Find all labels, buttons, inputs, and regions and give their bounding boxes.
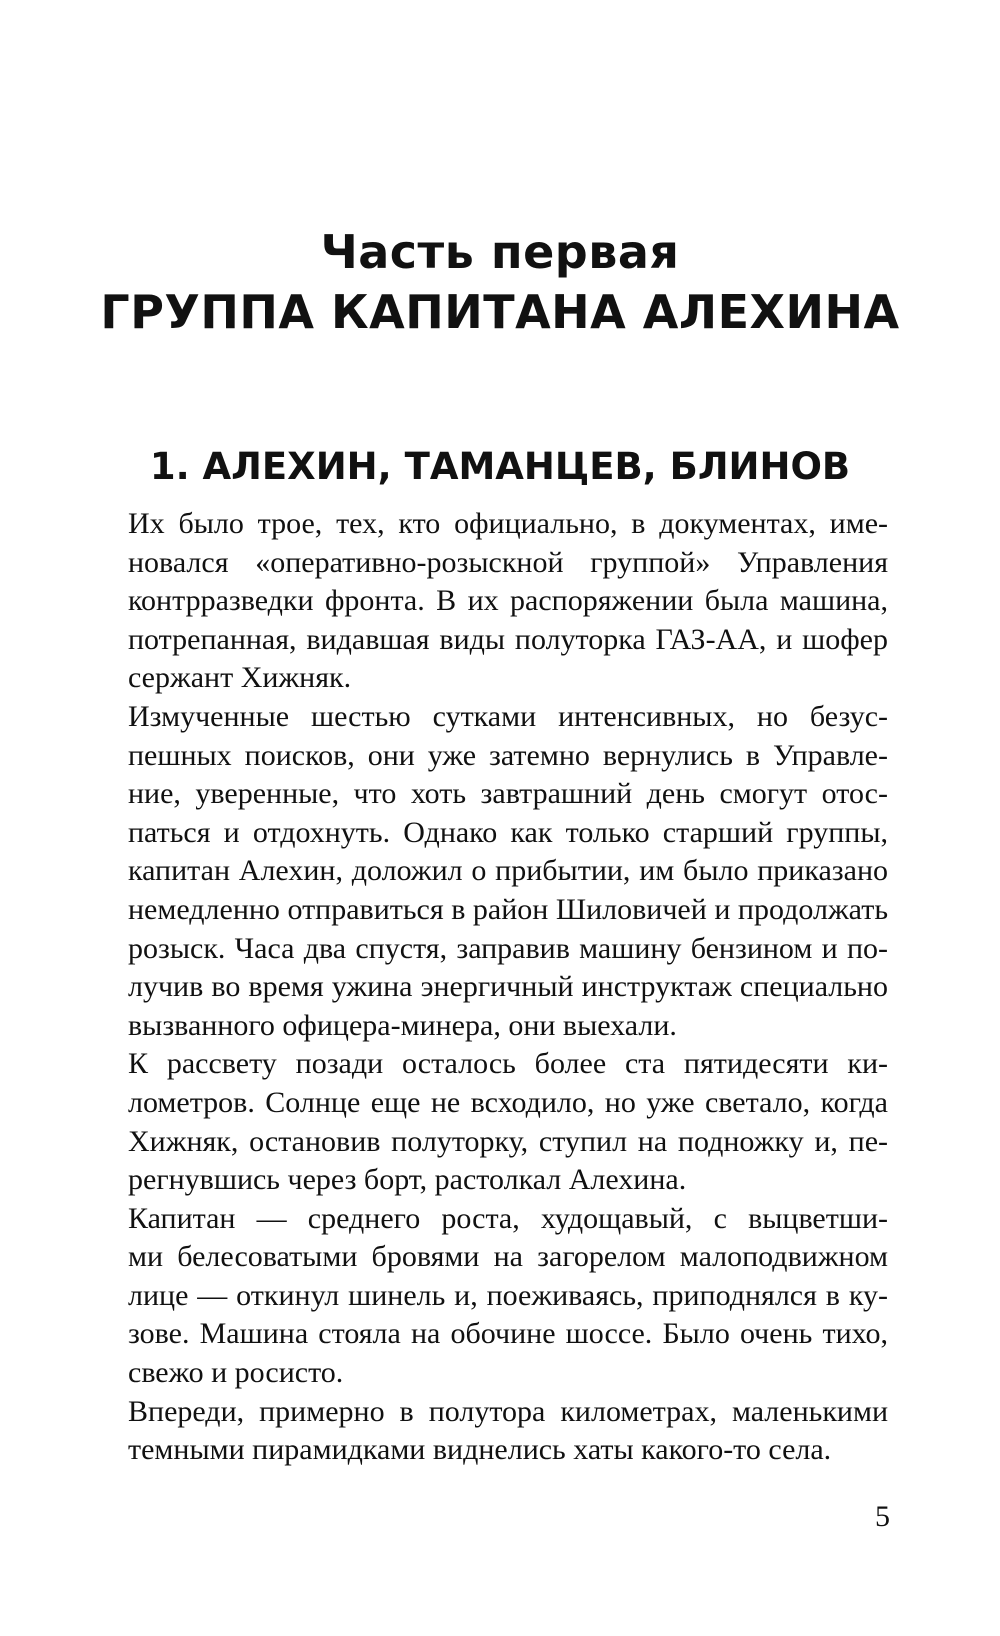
paragraph — [88, 1393, 888, 1470]
page-number: 5 — [875, 1500, 890, 1533]
paragraph — [88, 698, 888, 1045]
text-line: паться и отдохнуть. Однако как только старший группы, — [128, 815, 888, 849]
text-line: сержант Хижняк. — [128, 661, 352, 695]
text-line: Их было трое, тех, кто официально, в документах, име- — [128, 507, 888, 540]
text-line: Хижняк, остановив полуторку, ступил на подножку и, пе- — [128, 1124, 888, 1158]
text-line: Впереди, примерно в полутора километрах, маленькими — [128, 1394, 888, 1428]
text-line: Капитан — среднего роста, худощавый, с выцветши- — [128, 1201, 888, 1235]
text-line: зове. Машина стояла на обочине шоссе. Было очень тихо, — [128, 1317, 888, 1351]
text-line: лице — откинул шинель и, поеживаясь, приподнялся в ку- — [128, 1278, 888, 1312]
paragraph — [88, 1045, 888, 1199]
text-line: контрразведки фронта. В их распоряжении была машина, — [128, 584, 888, 618]
paragraph — [88, 1200, 888, 1393]
text-line: ние, уверенные, что хоть завтрашний день смогут отос- — [128, 777, 888, 811]
text-line: потрепанная, видавшая виды полуторка ГАЗ-АА, и шофер — [128, 622, 888, 656]
chapter-title: 1. АЛЕХИН, ТАМАНЦЕВ, БЛИНОВ — [149, 445, 851, 488]
text-line: вызванного офицера-минера, они выехали. — [128, 1008, 677, 1042]
text-line: регнувшись через борт, растолкал Алехина. — [128, 1163, 687, 1197]
body-text — [88, 505, 888, 1470]
text-line: Измученные шестью сутками интенсивных, но безус- — [128, 699, 888, 733]
text-line: лучив во время ужина энергичный инструктаж специально — [128, 970, 888, 1004]
text-line: новался «оперативно-розыскной группой» Управления — [128, 545, 888, 579]
part-label: Часть первая — [320, 225, 680, 279]
part-title: ГРУППА КАПИТАНА АЛЕХИНА — [100, 285, 900, 339]
text-line: розыск. Часа два спустя, заправив машину бензином и по- — [128, 931, 888, 965]
text-line: капитан Алехин, доложил о прибытии, им было приказано — [128, 854, 888, 888]
text-line: темными пирамидками виднелись хаты какого-то села. — [128, 1433, 832, 1467]
paragraph — [88, 505, 888, 698]
text-line: лометров. Солнце еще не всходило, но уже светало, когда — [128, 1085, 888, 1119]
text-line: пешных поисков, они уже затемно вернулись в Управле- — [128, 738, 888, 772]
text-line: свежо и росисто. — [128, 1356, 344, 1390]
text-line: К рассвету позади осталось более ста пятидесяти ки- — [128, 1047, 888, 1081]
text-line: немедленно отправиться в район Шиловичей и продолжать — [128, 892, 888, 926]
text-line: ми белесоватыми бровями на загорелом малоподвижном — [128, 1240, 888, 1274]
